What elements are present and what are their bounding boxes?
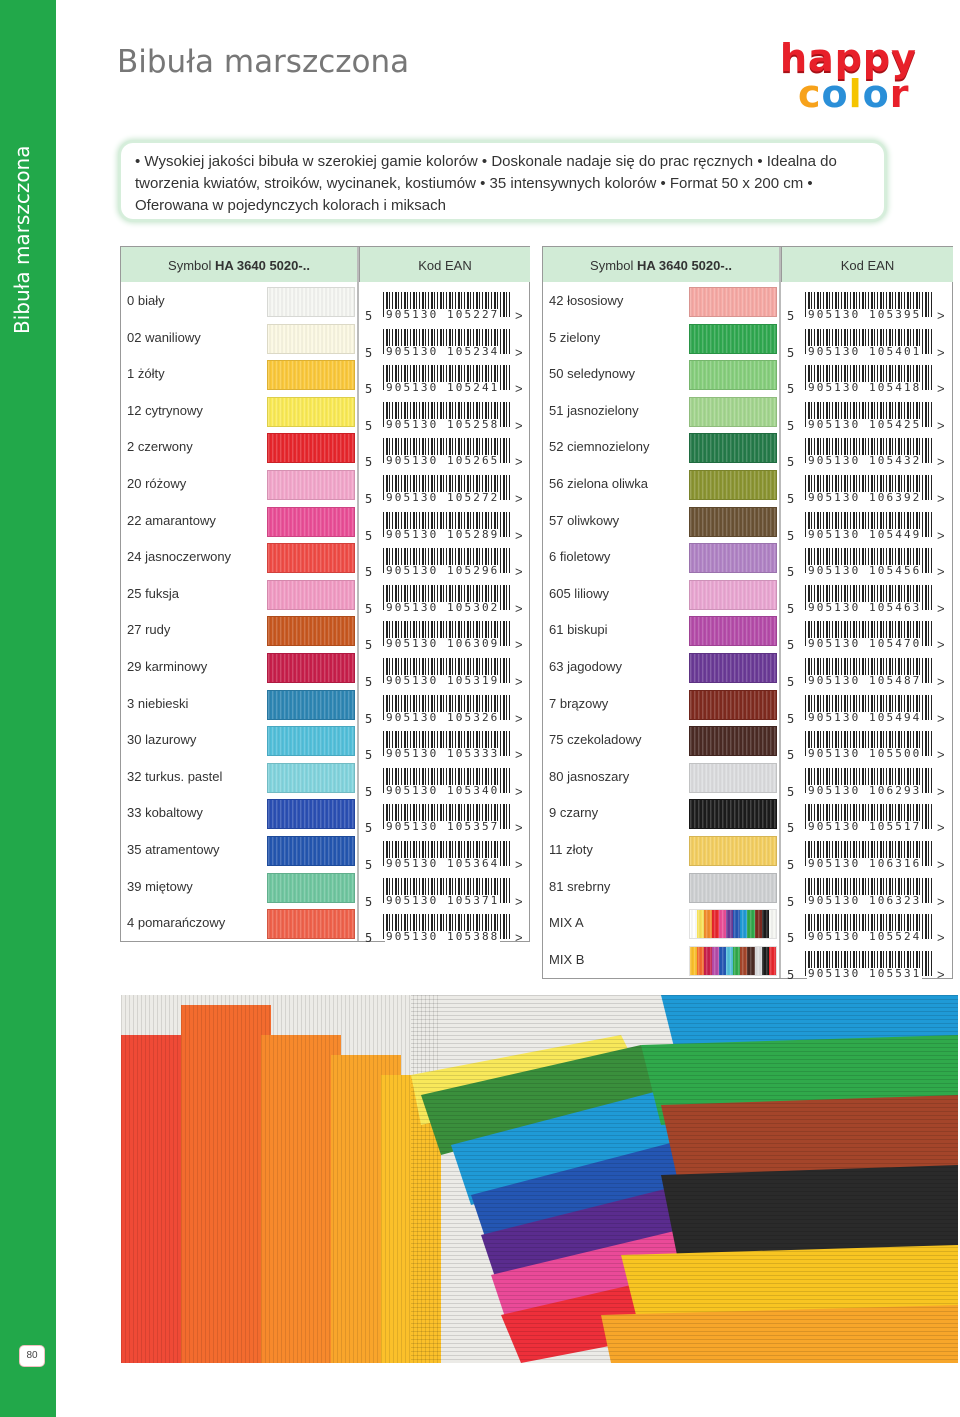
color-swatch [267, 360, 355, 390]
ean-prefix: 5 [787, 492, 795, 506]
color-name: 12 cytrynowy [127, 402, 203, 418]
color-name: 22 amarantowy [127, 512, 216, 528]
ean-prefix: 5 [365, 565, 373, 580]
crepe-texture [690, 508, 776, 536]
color-name: 52 ciemnozielony [549, 439, 650, 455]
color-name: 4 pomarańczowy [127, 915, 226, 931]
sidebar [0, 0, 56, 1417]
logo-line-color [798, 72, 958, 116]
ean-arrow: > [515, 747, 523, 763]
color-swatch [267, 799, 355, 829]
page-number: 80 [19, 1345, 45, 1367]
color-swatch [689, 873, 777, 903]
color-name: 11 złoty [549, 842, 593, 857]
ean-digits: 905130 105449 [808, 527, 922, 541]
ean-prefix: 5 [365, 858, 373, 872]
ean-digits: 905130 105227 [386, 308, 500, 321]
ean-arrow: > [937, 783, 945, 799]
ean-arrow: > [937, 747, 945, 763]
color-swatch [689, 726, 777, 756]
ean-prefix: 5 [787, 784, 795, 799]
ean-digits: 905130 105241 [386, 381, 500, 395]
ean-digits: 905130 105517 [808, 820, 922, 834]
ean-header: Kod EAN [359, 247, 530, 282]
ean-prefix: 5 [365, 418, 373, 433]
ean-prefix: 5 [787, 821, 795, 836]
ean-arrow: > [937, 600, 945, 616]
crepe-texture [268, 691, 354, 719]
symbol-header-prefix: Symbol [168, 258, 216, 273]
ean-digits: 905130 105470 [808, 637, 922, 651]
ean-prefix: 5 [365, 784, 373, 799]
ean-arrow: > [937, 344, 945, 360]
color-name: 39 miętowy [127, 878, 193, 894]
color-swatch [267, 543, 355, 573]
crepe-texture [690, 764, 776, 792]
ean-digits: 905130 105395 [808, 308, 922, 321]
ean-barcode [365, 914, 525, 952]
ean-arrow: > [937, 637, 945, 653]
color-row [121, 613, 529, 653]
color-row [543, 284, 952, 321]
crepe-texture [690, 361, 776, 389]
ean-prefix: 5 [787, 967, 795, 982]
crepe-paper-illustration [121, 995, 958, 1363]
color-row [543, 906, 952, 946]
ean-digits: 905130 106293 [808, 783, 922, 797]
ean-digits: 905130 105302 [386, 600, 500, 614]
color-row [121, 467, 529, 504]
ean-arrow: > [515, 783, 523, 799]
ean-arrow: > [937, 381, 945, 397]
color-row [543, 760, 952, 797]
crepe-texture [268, 727, 354, 755]
crepe-texture [690, 434, 776, 462]
color-swatch [267, 616, 355, 646]
crepe-texture [268, 398, 354, 426]
ean-prefix: 5 [787, 455, 795, 470]
color-swatch [689, 324, 777, 354]
ean-arrow: > [937, 674, 945, 689]
ean-digits: 905130 105487 [808, 674, 922, 687]
ean-arrow: > [937, 527, 945, 543]
color-swatch [267, 433, 355, 463]
color-row [543, 650, 952, 687]
color-row [543, 430, 952, 470]
color-name: MIX A [549, 915, 584, 931]
ean-digits: 905130 105463 [808, 600, 922, 614]
crepe-texture [690, 947, 776, 975]
ean-prefix: 5 [787, 638, 795, 653]
crepe-texture [690, 544, 776, 572]
ean-prefix: 5 [787, 382, 795, 397]
crepe-texture [268, 434, 354, 462]
ean-prefix: 5 [787, 345, 795, 360]
ean-prefix: 5 [365, 528, 373, 543]
crepe-texture [268, 288, 354, 316]
ean-digits: 905130 105265 [386, 454, 500, 468]
crepe-texture [690, 837, 776, 865]
ean-digits: 905130 105333 [386, 747, 500, 761]
color-row [543, 321, 952, 358]
ean-digits: 905130 106309 [386, 637, 500, 651]
ean-prefix: 5 [787, 675, 795, 689]
color-swatch [689, 690, 777, 720]
color-row [543, 943, 952, 980]
ean-arrow: > [937, 966, 945, 982]
page-title: Bibuła marszczona [117, 44, 410, 80]
ean-arrow: > [937, 893, 945, 909]
ean-arrow: > [515, 454, 523, 470]
ean-prefix: 5 [787, 528, 795, 543]
color-row [543, 357, 952, 397]
color-row [121, 796, 529, 836]
symbol-header-code: HA 3640 5020-.. [637, 258, 732, 273]
color-row [543, 540, 952, 580]
color-name: 35 atramentowy [127, 842, 220, 857]
color-swatch [689, 909, 777, 939]
color-name: 42 łososiowy [549, 293, 624, 308]
color-name: 24 jasnoczerwony [127, 549, 232, 565]
ean-arrow: > [515, 308, 523, 323]
crepe-texture [690, 325, 776, 353]
color-row [543, 833, 952, 870]
crepe-texture [690, 800, 776, 828]
color-swatch [689, 799, 777, 829]
crepe-texture [690, 910, 776, 938]
ean-digits: 905130 105258 [386, 417, 500, 431]
ean-prefix: 5 [365, 748, 373, 763]
color-swatch [267, 690, 355, 720]
crepe-texture [690, 617, 776, 645]
ean-digits: 905130 105432 [808, 454, 922, 468]
color-row [121, 723, 529, 763]
ean-prefix: 5 [365, 894, 373, 909]
ean-arrow: > [515, 417, 523, 433]
color-table-right [542, 246, 953, 982]
ean-prefix: 5 [365, 492, 373, 506]
crepe-texture [268, 800, 354, 828]
ean-prefix: 5 [787, 931, 795, 946]
color-name: 80 jasnoszary [549, 768, 630, 784]
logo-letter: o [862, 72, 890, 116]
ean-arrow: > [937, 308, 945, 323]
sidebar-title: Bibuła marszczona [10, 145, 34, 334]
ean-digits: 905130 105456 [808, 564, 922, 578]
ean-arrow: > [515, 674, 523, 689]
ean-arrow: > [937, 491, 945, 506]
color-swatch [689, 507, 777, 537]
color-name: 81 srebrny [549, 878, 611, 894]
ean-prefix: 5 [787, 748, 795, 763]
logo-line-happy: happy [780, 36, 917, 80]
ean-barcode [787, 951, 947, 989]
color-name: 51 jasnozielony [549, 402, 639, 418]
ean-digits: 905130 105371 [386, 893, 500, 907]
crepe-texture [268, 581, 354, 609]
ean-digits: 905130 105296 [386, 564, 500, 578]
color-swatch [267, 873, 355, 903]
ean-prefix: 5 [787, 894, 795, 909]
color-row [543, 467, 952, 504]
ean-digits: 905130 106323 [808, 893, 922, 907]
color-name: 0 biały [127, 293, 165, 308]
color-row [543, 577, 952, 614]
crepe-texture [268, 837, 354, 865]
ean-arrow: > [515, 564, 523, 580]
color-swatch [267, 726, 355, 756]
ean-prefix: 5 [365, 821, 373, 836]
crepe-texture [690, 874, 776, 902]
ean-prefix: 5 [365, 601, 373, 616]
ean-arrow: > [515, 381, 523, 397]
color-row [121, 650, 529, 687]
ean-arrow: > [937, 710, 945, 726]
color-name: 27 rudy [127, 622, 171, 638]
color-row [121, 870, 529, 907]
ean-prefix: 5 [787, 309, 795, 323]
color-swatch [689, 543, 777, 573]
color-swatch [689, 433, 777, 463]
color-name: 02 waniliowy [127, 329, 201, 345]
ean-digits: 905130 105340 [386, 783, 500, 797]
crepe-texture [690, 288, 776, 316]
color-name: 2 czerwony [127, 439, 193, 455]
ean-digits: 905130 105418 [808, 381, 922, 395]
color-swatch [689, 580, 777, 610]
crepe-texture [268, 471, 354, 499]
ean-arrow: > [515, 820, 523, 836]
crepe-texture [268, 654, 354, 682]
ean-prefix: 5 [787, 601, 795, 616]
ean-digits: 905130 105364 [386, 857, 500, 870]
color-name: 57 oliwkowy [549, 512, 620, 528]
color-row [543, 723, 952, 763]
crepe-texture [268, 874, 354, 902]
color-swatch [689, 397, 777, 427]
color-name: 605 liliowy [549, 585, 609, 601]
logo-letter: o [821, 72, 849, 116]
color-name: 3 niebieski [127, 695, 189, 711]
ean-prefix: 5 [787, 565, 795, 580]
crepe-texture [690, 654, 776, 682]
color-name: 75 czekoladowy [549, 732, 642, 748]
crepe-paper-photo [121, 995, 958, 1363]
color-swatch [689, 836, 777, 866]
ean-arrow: > [515, 600, 523, 616]
color-name: 32 turkus. pastel [127, 768, 223, 784]
ean-prefix: 5 [365, 382, 373, 397]
ean-arrow: > [515, 857, 523, 872]
logo-letter: c [798, 72, 822, 116]
color-swatch [689, 653, 777, 683]
color-name: MIX B [549, 951, 585, 967]
color-name: 9 czarny [549, 805, 599, 821]
color-name: 63 jagodowy [549, 659, 622, 674]
crepe-texture [690, 581, 776, 609]
color-name: 20 różowy [127, 476, 187, 491]
ean-digits: 905130 105425 [808, 417, 922, 431]
color-row [543, 796, 952, 836]
color-swatch [267, 287, 355, 317]
color-swatch [689, 360, 777, 390]
symbol-header-code: HA 3640 5020-.. [215, 258, 310, 273]
color-row [543, 394, 952, 431]
ean-digits: 905130 105326 [386, 710, 500, 724]
color-row [543, 870, 952, 907]
color-row [121, 687, 529, 724]
color-swatch [267, 470, 355, 500]
ean-prefix: 5 [365, 455, 373, 470]
ean-prefix: 5 [365, 711, 373, 726]
color-swatch [689, 946, 777, 976]
color-swatch [267, 397, 355, 427]
ean-arrow: > [937, 857, 945, 872]
crepe-texture [268, 325, 354, 353]
ean-digits: 905130 105524 [808, 930, 922, 944]
ean-digits: 905130 105289 [386, 527, 500, 541]
logo-letter: l [848, 72, 863, 116]
crepe-texture [268, 508, 354, 536]
ean-digits: 905130 105500 [808, 747, 922, 761]
ean-digits: 905130 105401 [808, 344, 922, 358]
crepe-texture [268, 617, 354, 645]
color-swatch [689, 763, 777, 793]
color-row [121, 577, 529, 614]
color-swatch [689, 470, 777, 500]
ean-arrow: > [515, 527, 523, 543]
color-swatch [267, 507, 355, 537]
ean-arrow: > [937, 820, 945, 836]
color-table-left [120, 246, 530, 946]
ean-prefix: 5 [365, 309, 373, 323]
color-row [121, 394, 529, 431]
ean-digits: 905130 105531 [808, 966, 922, 980]
ean-arrow: > [515, 930, 523, 946]
ean-arrow: > [515, 491, 523, 506]
crepe-texture [268, 544, 354, 572]
crepe-texture [690, 471, 776, 499]
ean-digits: 905130 106392 [808, 491, 922, 504]
color-name: 29 karminowy [127, 659, 208, 674]
color-swatch [267, 909, 355, 939]
ean-arrow: > [515, 893, 523, 909]
color-row [121, 430, 529, 470]
ean-prefix: 5 [365, 675, 373, 689]
ean-digits: 905130 105234 [386, 344, 500, 358]
crepe-texture [690, 727, 776, 755]
color-row [121, 321, 529, 358]
ean-arrow: > [515, 637, 523, 653]
ean-digits: 905130 105357 [386, 820, 500, 834]
color-swatch [267, 653, 355, 683]
color-swatch [267, 836, 355, 866]
color-name: 5 zielony [549, 329, 601, 345]
ean-arrow: > [937, 564, 945, 580]
ean-digits: 905130 106316 [808, 857, 922, 870]
ean-arrow: > [937, 417, 945, 433]
ean-prefix: 5 [365, 931, 373, 946]
color-swatch [267, 324, 355, 354]
logo-letter: r [889, 72, 910, 116]
color-swatch [689, 287, 777, 317]
color-name: 50 seledynowy [549, 366, 635, 382]
ean-prefix: 5 [365, 345, 373, 360]
color-name: 33 kobaltowy [127, 805, 203, 821]
ean-prefix: 5 [365, 638, 373, 653]
symbol-header-prefix: Symbol [590, 258, 638, 273]
ean-arrow: > [515, 710, 523, 726]
ean-digits: 905130 105319 [386, 674, 500, 687]
color-name: 61 biskupi [549, 622, 608, 638]
color-row [121, 906, 529, 946]
color-name: 25 fuksja [127, 585, 180, 601]
ean-arrow: > [937, 930, 945, 946]
color-row [121, 284, 529, 321]
color-row [121, 504, 529, 541]
crepe-texture [268, 910, 354, 938]
product-description: • Wysokiej jakości bibuła w szerokiej gamie kolorów • Doskonale nadaje się do prac ręcznych • Idealna do tworzenia kwiatów, stroików, wycinanek, kostiumów • 35 intensywnych kolorów • Format 50 x 200 cm • Oferowana w pojedynczych kolorach i miksach [121, 143, 884, 219]
ean-arrow: > [937, 454, 945, 470]
crepe-texture [690, 691, 776, 719]
color-row [121, 833, 529, 870]
color-name: 6 fioletowy [549, 549, 611, 565]
color-row [543, 613, 952, 653]
ean-arrow: > [515, 344, 523, 360]
crepe-texture [268, 361, 354, 389]
happy-color-logo [776, 36, 958, 118]
ean-digits: 905130 105494 [808, 710, 922, 724]
crepe-texture [690, 398, 776, 426]
color-name: 30 lazurowy [127, 732, 197, 748]
ean-prefix: 5 [787, 858, 795, 872]
color-row [543, 504, 952, 541]
ean-header: Kod EAN [781, 247, 953, 282]
color-swatch [267, 580, 355, 610]
color-swatch [689, 616, 777, 646]
color-row [543, 687, 952, 724]
color-name: 1 żółty [127, 366, 165, 382]
color-name: 7 brązowy [549, 695, 609, 711]
color-row [121, 540, 529, 580]
symbol-header [543, 247, 779, 282]
ean-prefix: 5 [787, 711, 795, 726]
ean-prefix: 5 [787, 418, 795, 433]
crepe-texture [268, 764, 354, 792]
color-row [121, 760, 529, 797]
ean-digits: 905130 105388 [386, 930, 500, 944]
color-row [121, 357, 529, 397]
ean-digits: 905130 105272 [386, 491, 500, 504]
color-name: 56 zielona oliwka [549, 476, 649, 491]
color-swatch [267, 763, 355, 793]
symbol-header [121, 247, 357, 282]
